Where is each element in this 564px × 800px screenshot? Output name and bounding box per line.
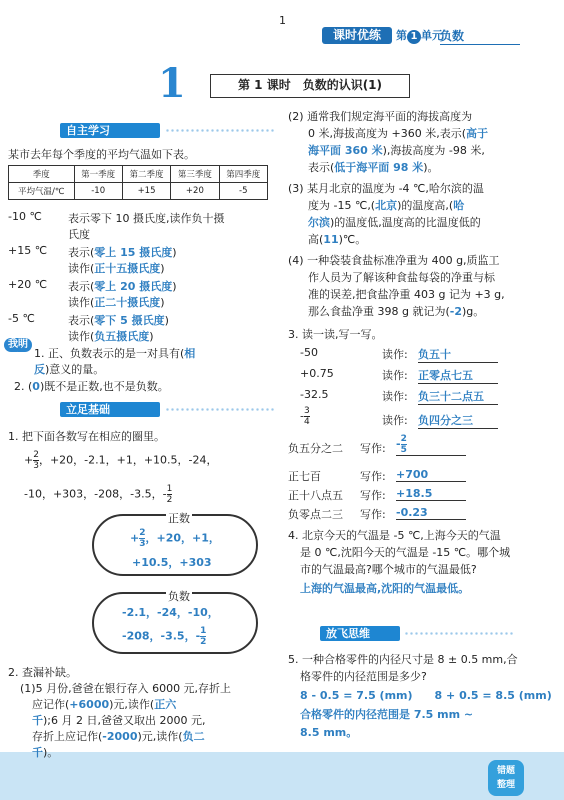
divider	[165, 128, 275, 134]
intro-text: 某市去年每个季度的平均气温如下表。	[8, 148, 195, 161]
write-label: 写作:	[360, 489, 386, 502]
temp-answer-line: 读作(正二十摄氏度)	[68, 296, 165, 309]
write-answer: - $\frac{2}{5}$	[396, 434, 466, 456]
r3-line: 高(11)℃。	[308, 233, 367, 246]
r2-line: (2) 通常我们规定海平面的海拔高度为	[288, 110, 473, 123]
r4-line: 作人员为了解该种食盐每袋的净重与标	[308, 271, 495, 284]
temp-desc: 氏度	[68, 228, 90, 241]
section-self-study: 自主学习	[60, 123, 160, 138]
table-cell: -5	[219, 183, 267, 200]
temp-value: -10 ℃	[8, 210, 42, 223]
table-cell: 季度	[9, 166, 75, 183]
write-word: 负五分之二	[288, 442, 343, 455]
positive-numbers: +10.5，+303	[132, 556, 212, 569]
table-cell: +20	[171, 183, 219, 200]
r2-line: 0 米,海拔高度为 +360 米,表示(高于	[308, 127, 488, 140]
read-answer: 正零点七五	[418, 367, 498, 384]
q2-line: 千);6 月 2 日,爸爸又取出 2000 元,	[32, 714, 206, 727]
q2-line: 千)。	[32, 746, 59, 759]
temp-answer-line: 表示(零下 5 摄氏度)	[68, 314, 169, 327]
q5-answer: 8 - 0.5 = 7.5 (mm) 8 + 0.5 = 8.5 (mm)	[300, 689, 552, 702]
r2-line: 海平面 360 米),海拔高度为 -98 米,	[308, 144, 485, 157]
r2-line: 表示(低于海平面 98 米)。	[308, 161, 439, 174]
temp-answer-line: 读作(负五摄氏度)	[68, 330, 154, 343]
badge-text: 整理	[496, 780, 515, 790]
negative-numbers: -2.1，-24，-10，	[122, 606, 219, 619]
table-row	[9, 183, 268, 200]
q4-line: 是 0 ℃,沈阳今天的气温是 -15 ℃。哪个城	[300, 546, 511, 559]
q2-line: (1)5 月份,爸爸在银行存入 6000 元,存折上	[20, 682, 232, 695]
read-label: 读作:	[382, 369, 408, 382]
r4-line: (4) 一种袋装食盐标准净重为 400 g,质监工	[288, 254, 500, 267]
table-row	[9, 166, 268, 183]
q5-answer: 合格零件的内径范围是 7.5 mm ~	[300, 708, 474, 721]
negative-numbers: -208，-3.5，- $\frac{1}{2}$	[122, 626, 207, 647]
section-expand: 放飞思维	[320, 626, 400, 641]
q1-numbers-row2: -10，+303，-208，-3.5，- $\frac{1}{2}$	[24, 484, 173, 505]
mingbai-q2: 2. (0)既不是正数,也不是负数。	[14, 380, 169, 393]
temp-value: +15 ℃	[8, 244, 48, 257]
q2-line: 存折上应记作(-2000)元,读作(负二	[32, 730, 205, 743]
divider	[404, 631, 514, 637]
section-foundation: 立足基础	[60, 402, 160, 417]
temp-answer-line: 读作(正十五摄氏度)	[68, 262, 165, 275]
read-number: - $\frac{3}{4}$	[300, 406, 310, 427]
read-label: 读作:	[382, 348, 408, 361]
q2-line: 应记作(+6000)元,读作(正六	[32, 698, 177, 711]
write-word: 正七百	[288, 470, 321, 483]
read-answer: 负五十	[418, 346, 498, 363]
table-cell: 第四季度	[219, 166, 267, 183]
q1-numbers-row1: + $\frac{2}{3}$ ，+20，-2.1，+1，+10.5，-24，	[24, 450, 218, 471]
r4-line: 那么食盐净重 398 g 就记为(-2)g。	[308, 305, 485, 318]
r4-line: 准的误差,把食盐净重 403 g 记为 +3 g,	[308, 288, 505, 301]
temp-value: -5 ℃	[8, 312, 35, 325]
mingbai-q1-cont: 反)意义的量。	[34, 363, 105, 376]
unit-number: 1	[407, 30, 421, 44]
read-label: 读作:	[382, 390, 408, 403]
q3-text: 3. 读一读,写一写。	[288, 328, 383, 341]
write-label: 写作:	[360, 508, 386, 521]
table-cell: 第二季度	[122, 166, 170, 183]
positive-label: 正数	[168, 512, 190, 525]
lesson-number: 1	[158, 60, 186, 107]
brand-label: 课时优练	[322, 27, 392, 44]
read-answer: 负四分之三	[418, 412, 498, 429]
read-number: -50	[300, 346, 318, 359]
negative-label: 负数	[168, 590, 190, 603]
read-answer: 负三十二点五	[418, 388, 498, 405]
table-cell: 第三季度	[171, 166, 219, 183]
footer-band	[0, 752, 564, 800]
write-label: 写作:	[360, 442, 386, 455]
write-answer: +18.5	[396, 487, 466, 501]
q5-answer: 8.5 mm。	[300, 726, 358, 739]
read-label: 读作:	[382, 414, 408, 427]
chapter-title: 负数	[440, 27, 520, 45]
write-label: 写作:	[360, 470, 386, 483]
page-number: 1	[279, 14, 286, 27]
q4-line: 市的气温最高?哪个城市的气温最低?	[300, 563, 477, 576]
read-number: -32.5	[300, 388, 329, 401]
temp-desc: 表示零下 10 摄氏度,读作负十摄	[68, 212, 225, 225]
table-cell: -10	[74, 183, 122, 200]
q5-line: 格零件的内径范围是多少?	[300, 670, 427, 683]
table-cell: 平均气温/℃	[9, 183, 75, 200]
temp-answer-line: 表示(零上 20 摄氏度)	[68, 280, 177, 293]
table-cell: 第一季度	[74, 166, 122, 183]
r3-line: (3) 某月北京的温度为 -4 ℃,哈尔滨的温	[288, 182, 484, 195]
write-answer: +700	[396, 468, 466, 482]
write-answer: -0.23	[396, 506, 466, 520]
lesson-title: 第 1 课时 负数的认识(1)	[210, 74, 410, 98]
temp-value: +20 ℃	[8, 278, 48, 291]
write-word: 正十八点五	[288, 489, 343, 502]
q2-text: 2. 查漏补缺。	[8, 666, 77, 679]
temp-answer-line: 表示(零上 15 摄氏度)	[68, 246, 177, 259]
r3-line: 度为 -15 ℃,(北京)的温度高,(哈	[308, 199, 465, 212]
error-notes-badge	[488, 760, 524, 796]
mingbai-badge: 我明白	[4, 338, 32, 352]
q4-answer: 上海的气温最高,沈阳的气温最低。	[300, 582, 470, 595]
q1-text: 1. 把下面各数写在相应的圈里。	[8, 430, 165, 443]
divider	[165, 407, 275, 413]
q4-line: 4. 北京今天的气温是 -5 ℃,上海今天的气温	[288, 529, 501, 542]
r3-line: 尔滨)的温度低,温度高的比温度低的	[308, 216, 481, 229]
mingbai-q1: 1. 正、负数表示的是一对具有(相	[34, 347, 196, 360]
temperature-table	[8, 165, 268, 200]
read-number: +0.75	[300, 367, 334, 380]
unit-label: 第 1 单元	[396, 29, 443, 42]
q5-line: 5. 一种合格零件的内径尺寸是 8 ± 0.5 mm,合	[288, 653, 518, 666]
table-cell: +15	[122, 183, 170, 200]
positive-numbers: + $\frac{2}{3}$ ，+20，+1，	[130, 528, 220, 549]
badge-text: 错题	[496, 766, 515, 776]
write-word: 负零点二三	[288, 508, 343, 521]
